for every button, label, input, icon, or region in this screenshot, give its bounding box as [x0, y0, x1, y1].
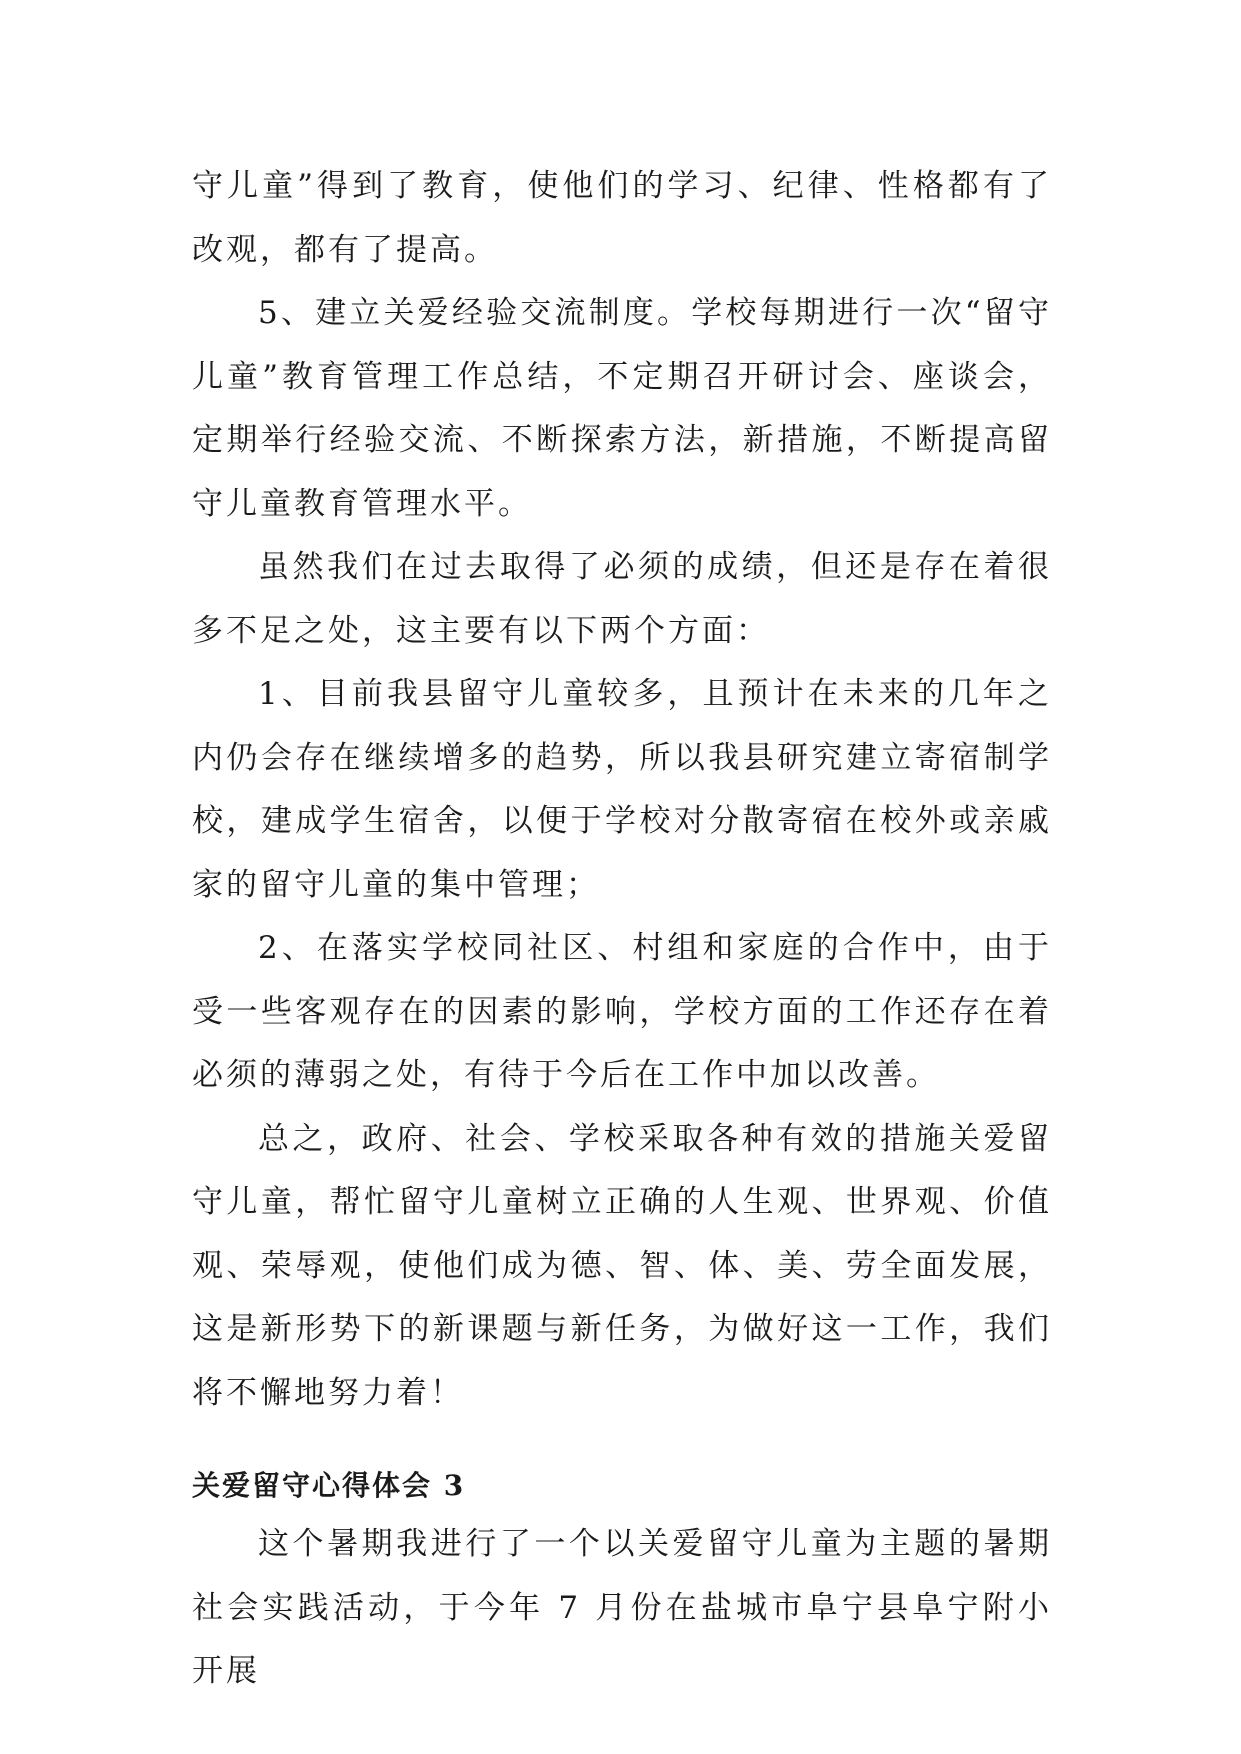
paragraph-1: 守儿童”得到了教育，使他们的学习、纪律、性格都有了改观，都有了提高。 — [192, 168, 1052, 268]
section-title: 关爱留守心得体会 3 — [192, 1469, 466, 1502]
paragraph-3: 虽然我们在过去取得了必须的成绩，但还是存在着很多不足之处，这主要有以下两个方面： — [192, 549, 1052, 649]
paragraph-5: 2、在落实学校同社区、村组和家庭的合作中，由于受一些客观存在的因素的影响，学校方面的工作还存在着必须的薄弱之处，有待于今后在工作中加以改善。 — [192, 930, 1052, 1093]
paragraph-2: 5、建立关爱经验交流制度。学校每期进行一次“留守儿童”教育管理工作总结，不定期召开研讨会、座谈会，定期举行经验交流、不断探索方法，新措施，不断提高留守儿童教育管理水平。 — [192, 295, 1052, 522]
document-body — [192, 155, 1052, 1704]
paragraph-4: 1、目前我县留守儿童较多，且预计在未来的几年之内仍会存在继续增多的趋势，所以我县研究建立寄宿制学校，建成学生宿舍，以便于学校对分散寄宿在校外或亲戚家的留守儿童的集中管理； — [192, 676, 1052, 903]
paragraph-7: 这个暑期我进行了一个以关爱留守儿童为主题的暑期社会实践活动，于今年 7 月份在盐城市阜宁县阜宁附小开展 — [192, 1526, 1052, 1689]
paragraph-6: 总之，政府、社会、学校采取各种有效的措施关爱留守儿童，帮忙留守儿童树立正确的人生观、世界观、价值观、荣辱观，使他们成为德、智、体、美、劳全面发展，这是新形势下的新课题与新任务，为做好这一工作，我们将不懈地努力着！ — [192, 1120, 1052, 1411]
